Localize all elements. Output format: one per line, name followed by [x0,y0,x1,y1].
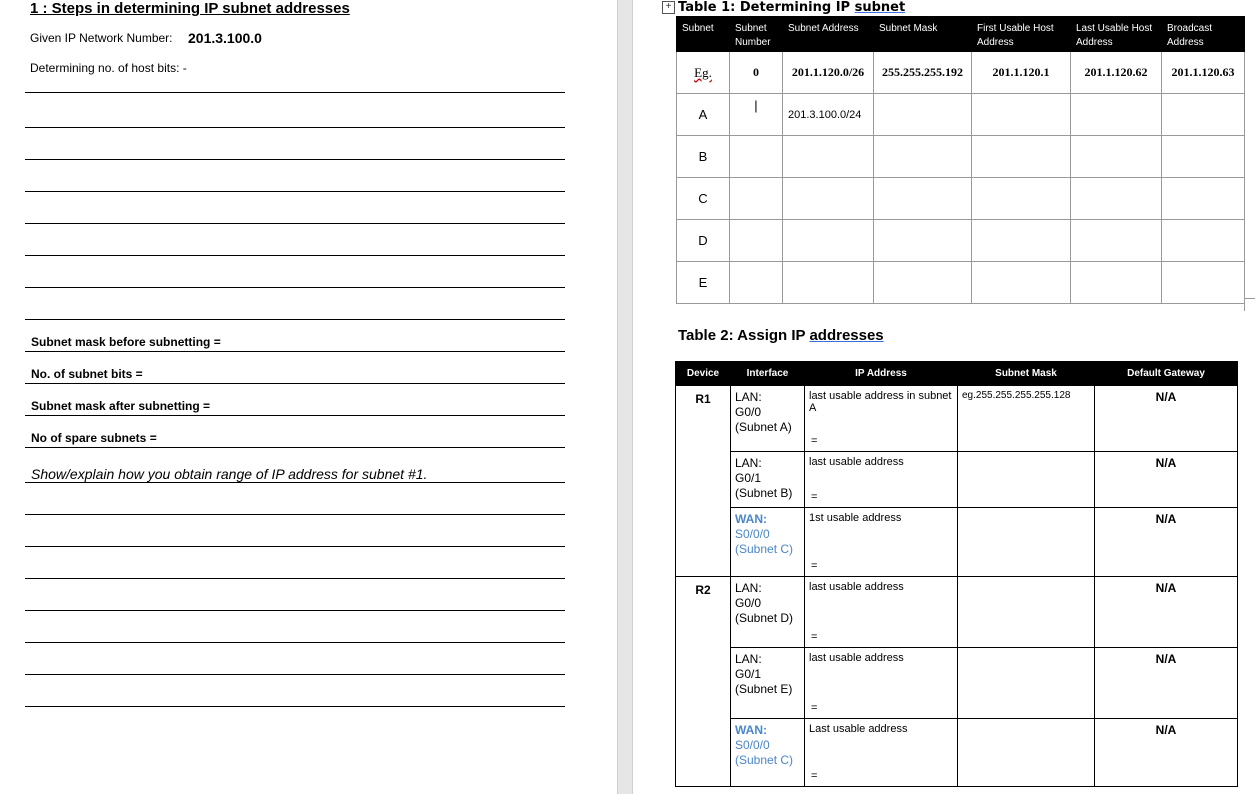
gateway-cell[interactable]: N/A [1095,577,1238,648]
table2-header: Default Gateway [1095,362,1238,386]
answer-line[interactable] [25,191,565,192]
answer-line[interactable] [25,255,565,256]
table-move-handle-icon[interactable]: + [662,1,675,14]
answer-line[interactable] [25,351,565,352]
table1-cell[interactable] [783,136,874,178]
answer-line[interactable] [25,287,565,288]
table1-cell[interactable] [972,94,1071,136]
table1-cell[interactable] [874,94,972,136]
answer-line[interactable] [25,482,565,483]
answer-line[interactable] [25,546,565,547]
gateway-cell[interactable]: N/A [1095,648,1238,719]
answer-line[interactable] [25,159,565,160]
table1-cell[interactable] [1162,220,1245,262]
table1-cell[interactable] [972,220,1071,262]
table1-cell[interactable]: 201.1.120.62 [1071,52,1162,94]
gateway-cell[interactable]: N/A [1095,452,1238,508]
table1-cell[interactable] [1071,136,1162,178]
subnet-mask-cell[interactable] [958,508,1095,577]
interface-cell: WAN: S0/0/0 (Subnet C) [731,508,805,577]
table1-cell[interactable] [730,178,783,220]
answer-line[interactable] [25,127,565,128]
table-row [677,262,1245,304]
page-gutter [617,0,633,794]
table2-header: Interface [731,362,805,386]
table1-cell[interactable]: 201.3.100.0/24 [783,94,874,136]
table1-cell[interactable] [1071,220,1162,262]
given-network-value: 201.3.100.0 [188,30,262,46]
device-cell: R2 [676,577,731,648]
table1-cell[interactable] [874,178,972,220]
answer-line[interactable] [25,610,565,611]
table2-header: Device [676,362,731,386]
table1-cell[interactable] [972,136,1071,178]
gateway-cell[interactable]: N/A [1095,386,1238,452]
answer-line[interactable] [25,578,565,579]
answer-line[interactable] [25,383,565,384]
device-cell [676,648,731,719]
interface-cell: LAN: G0/0 (Subnet A) [731,386,805,452]
table1-header: Last Usable Host Address [1071,17,1162,52]
table1-cell[interactable] [783,220,874,262]
table1-cell[interactable]: 201.1.120.0/26 [783,52,874,94]
table1-header: Subnet Number [730,17,783,52]
ip-address-cell[interactable]: last usable address in subnet A = [805,386,958,452]
answer-line[interactable] [25,92,565,93]
answer-line[interactable] [25,319,565,320]
subnet-mask-cell[interactable] [958,452,1095,508]
table2 [675,361,1238,787]
table1-cell[interactable] [1071,178,1162,220]
table1-cell[interactable] [1162,262,1245,304]
table1-header: First Usable Host Address [972,17,1071,52]
table1-cell[interactable]: D [677,220,730,262]
page-corner-mark [1244,298,1255,311]
answer-line[interactable] [25,674,565,675]
table2-header: IP Address [805,362,958,386]
table2-header-row [676,362,1238,386]
section-title: 1 : Steps in determining IP subnet addresses [30,0,350,17]
table1-cell[interactable]: E [677,262,730,304]
table1-cell[interactable] [874,136,972,178]
table1-header: Subnet Address [783,17,874,52]
device-cell [676,508,731,577]
table1-cell[interactable] [730,262,783,304]
table-row [676,719,1238,787]
answer-line[interactable] [25,223,565,224]
spare-subnets-label: No of spare subnets = [31,431,157,445]
subnet-mask-cell[interactable] [958,577,1095,648]
table-row [677,178,1245,220]
interface-cell: WAN: S0/0/0 (Subnet C) [731,719,805,787]
table1-cell[interactable] [1162,178,1245,220]
answer-line[interactable] [25,642,565,643]
subnet-mask-cell[interactable] [958,648,1095,719]
table1-cell[interactable]: C [677,178,730,220]
table1-header: Subnet Mask [874,17,972,52]
table1-cell[interactable]: 255.255.255.192 [874,52,972,94]
table1-header: Subnet [677,17,730,52]
table-row [677,94,1245,136]
answer-line[interactable] [25,706,565,707]
ip-address-cell[interactable]: Last usable address = [805,719,958,787]
ip-address-cell[interactable]: last usable address = [805,577,958,648]
mask-after-label: Subnet mask after subnetting = [31,399,211,413]
subnet-mask-cell[interactable]: eg.255.255.255.255.128 [958,386,1095,452]
table-row [676,386,1238,452]
answer-line[interactable] [25,514,565,515]
table1-cell[interactable]: 201.1.120.1 [972,52,1071,94]
device-cell [676,719,731,787]
table1-cell[interactable] [874,220,972,262]
table1-cell[interactable] [1162,94,1245,136]
explain-prompt: Show/explain how you obtain range of IP address for subnet #1. [31,466,428,482]
text-cursor[interactable]: | [730,94,783,136]
table1-cell[interactable] [730,220,783,262]
table1-cell[interactable] [783,178,874,220]
table1-cell[interactable]: 0 [730,52,783,94]
table-row [677,136,1245,178]
table1-cell[interactable] [972,178,1071,220]
gateway-cell[interactable]: N/A [1095,719,1238,787]
given-network-label: Given IP Network Number: [30,31,173,45]
table1-cell[interactable] [730,136,783,178]
interface-cell: LAN: G0/1 (Subnet E) [731,648,805,719]
table2-header: Subnet Mask [958,362,1095,386]
table1-example-row [677,52,1245,94]
table-row [676,648,1238,719]
ip-address-cell[interactable]: last usable address = [805,648,958,719]
table1-cell[interactable] [1162,136,1245,178]
answer-line[interactable] [25,447,565,448]
device-cell: R1 [676,386,731,452]
table1-cell[interactable]: B [677,136,730,178]
subnet-mask-cell[interactable] [958,719,1095,787]
gateway-cell[interactable]: N/A [1095,508,1238,577]
table1-cell[interactable]: 201.1.120.63 [1162,52,1245,94]
table2-title: Table 2: Assign IP addresses [678,327,884,344]
interface-cell: LAN: G0/1 (Subnet B) [731,452,805,508]
table-row [677,220,1245,262]
host-bits-label: Determining no. of host bits: - [30,61,187,75]
table1-header-row [677,17,1245,52]
ip-address-cell[interactable]: last usable address = [805,452,958,508]
table-row [676,577,1238,648]
table1-cell[interactable] [874,262,972,304]
table1-header: Broadcast Address [1162,17,1245,52]
ip-address-cell[interactable]: 1st usable address = [805,508,958,577]
table1-title: Table 1: Determining IP subnet [678,0,906,15]
device-cell [676,452,731,508]
interface-cell: LAN: G0/0 (Subnet D) [731,577,805,648]
table1-cell[interactable] [783,262,874,304]
table1-cell[interactable]: Eg. [677,52,730,94]
table1-cell[interactable] [1071,262,1162,304]
subnet-bits-label: No. of subnet bits = [31,367,143,381]
table1-cell[interactable]: A [677,94,730,136]
table1-cell[interactable] [1071,94,1162,136]
table1 [676,16,1245,304]
table-row [676,508,1238,577]
table-row [676,452,1238,508]
table1-cell[interactable] [972,262,1071,304]
answer-line[interactable] [25,415,565,416]
mask-before-label: Subnet mask before subnetting = [31,335,221,349]
